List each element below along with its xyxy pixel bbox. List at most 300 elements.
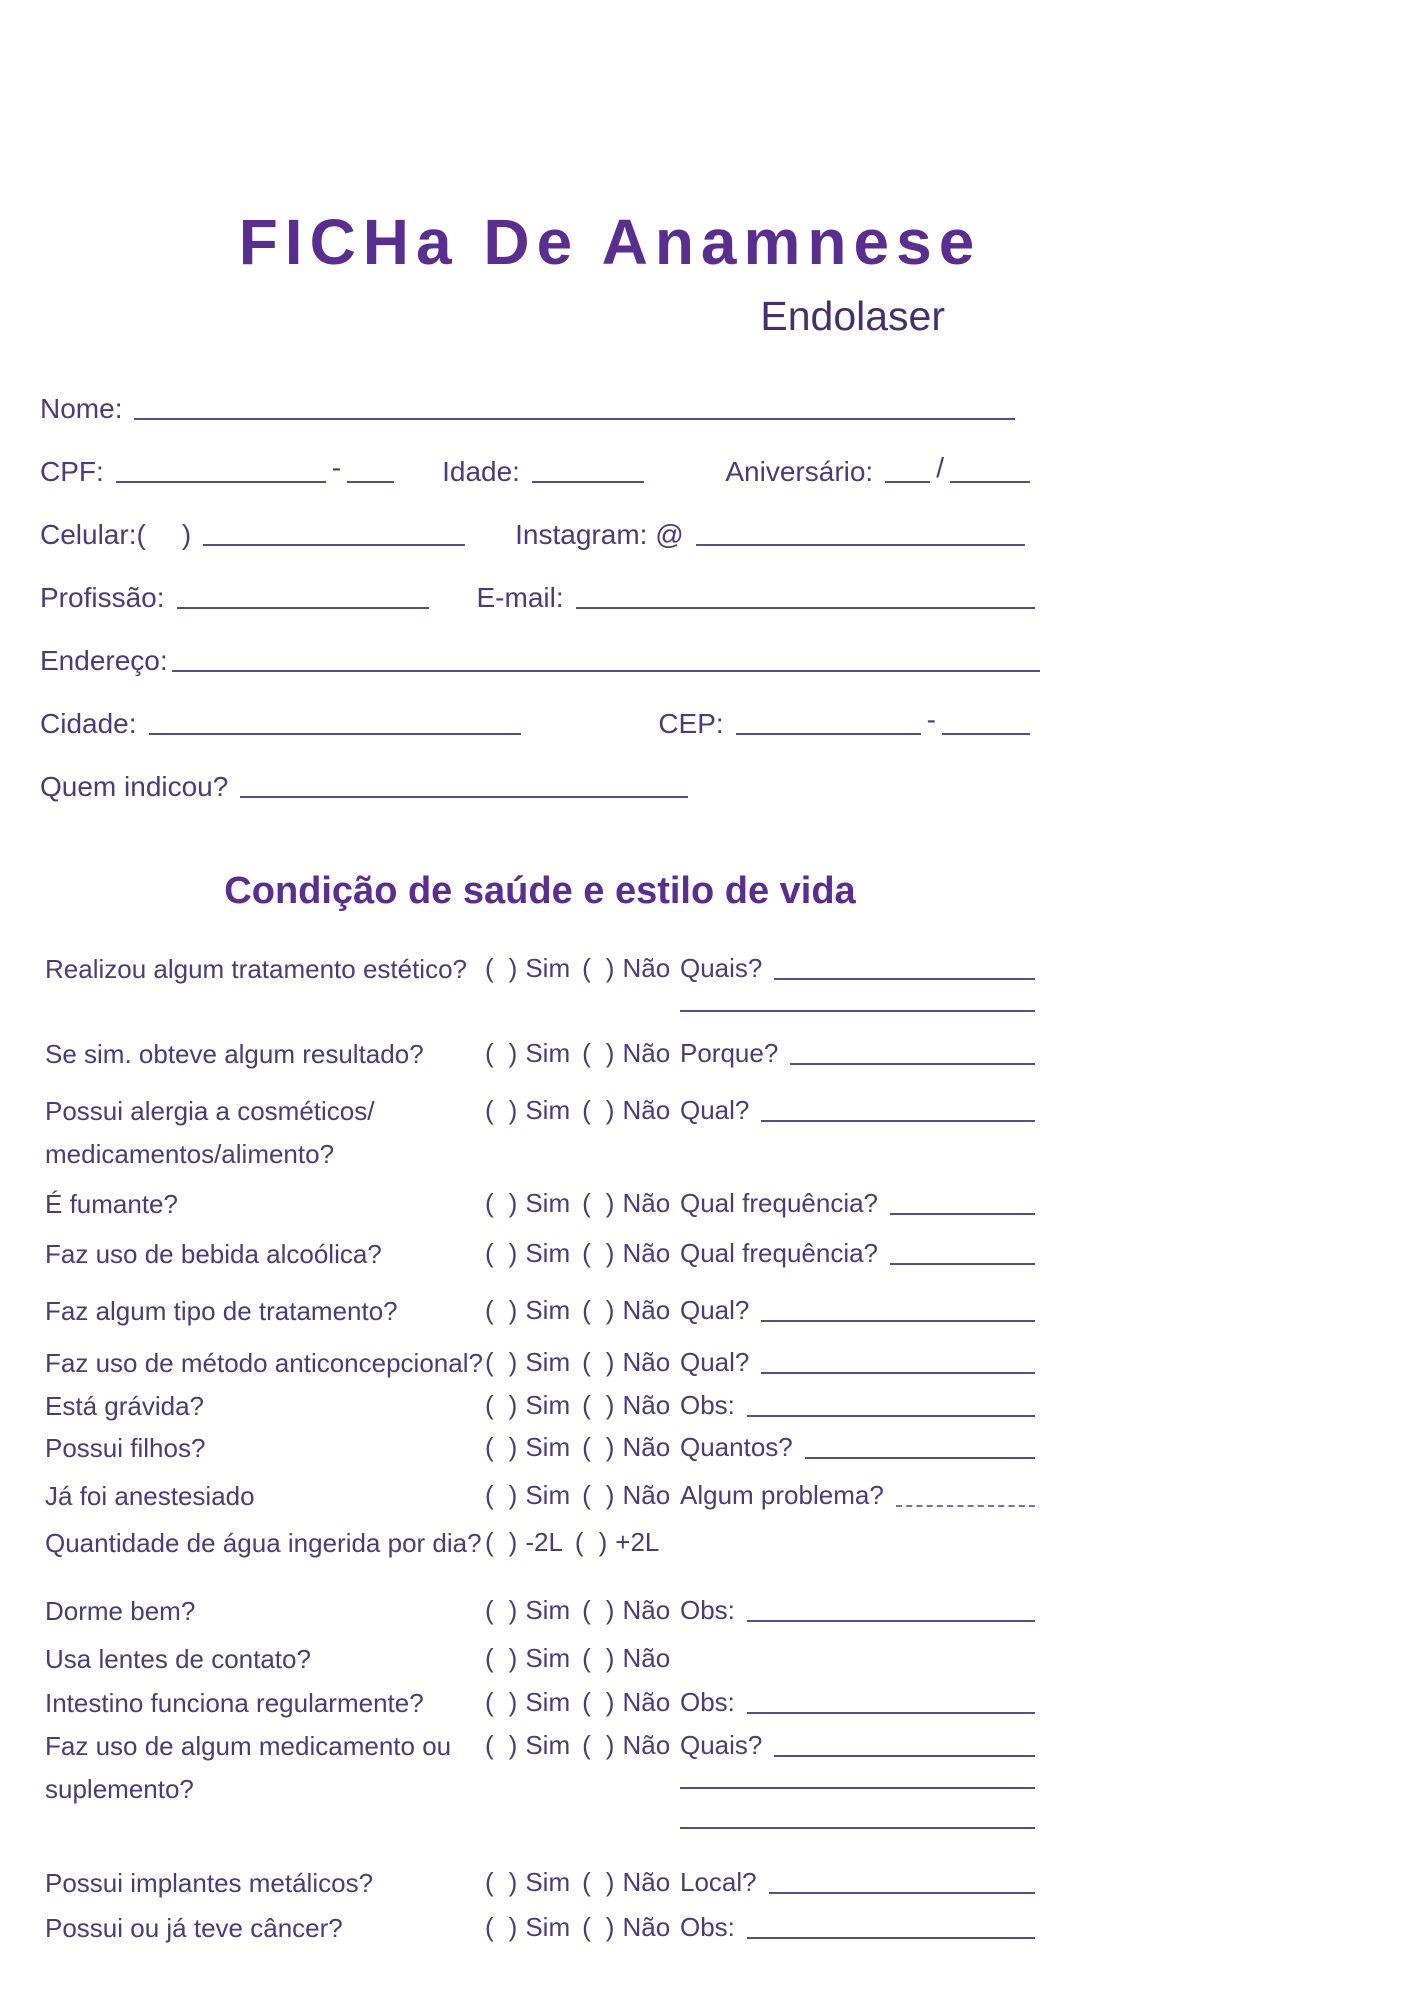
page-title: FICHa De Anamnese (238, 206, 982, 278)
checkbox-option-1[interactable] (485, 1295, 570, 1326)
endereco-label: Endereço: (40, 645, 168, 676)
paren-close: ) (605, 1038, 615, 1068)
question-label: Possui filhos? (45, 1433, 206, 1463)
followup-main (680, 1096, 1035, 1126)
checkbox-option-1[interactable] (485, 1730, 570, 1761)
checkbox-option-1[interactable] (485, 1390, 570, 1421)
email-write-line[interactable] (576, 607, 1035, 609)
checkbox-group (485, 1731, 680, 1761)
cidade-write-line[interactable] (149, 733, 521, 735)
paren-close: ) (605, 1595, 615, 1625)
checkbox-label: Sim (525, 1867, 571, 1897)
followup-label: Obs: (680, 1687, 735, 1717)
paren-close: ) (508, 1347, 518, 1377)
checkbox-label: Sim (525, 1730, 571, 1760)
nome-write-line[interactable] (134, 418, 1015, 420)
checkbox-label: Sim (525, 1595, 571, 1625)
followup-main (680, 1296, 1035, 1326)
paren-open: ( (485, 1687, 494, 1717)
checkbox-label: Não (622, 1038, 671, 1068)
checkbox-label: Não (622, 1480, 671, 1510)
followup-area (680, 954, 1035, 1012)
question-row (45, 1868, 1035, 1898)
cpf-separator: - (331, 452, 342, 483)
checkbox-option-1[interactable] (485, 1095, 570, 1126)
paren-close: ) (605, 1867, 615, 1897)
nome-label: Nome: (40, 393, 123, 424)
aniversario-month-write-line[interactable] (950, 481, 1030, 483)
followup-area (680, 1096, 1035, 1126)
question-label: Faz uso de bebida alcoólica? (45, 1239, 382, 1269)
paren-close: ) (605, 1687, 615, 1717)
followup-write-line[interactable] (896, 1505, 1035, 1507)
checkbox-option-1[interactable] (485, 1347, 570, 1378)
followup-area (680, 1433, 1035, 1463)
checkbox-group (485, 1391, 680, 1421)
followup-main (680, 1481, 1035, 1511)
checkbox-label: +2L (615, 1527, 660, 1557)
question-row (45, 1296, 1035, 1326)
followup-area (680, 1348, 1035, 1378)
question-row (45, 1433, 1035, 1463)
paren-open: ( (582, 1867, 591, 1897)
paren-close: ) (605, 953, 615, 983)
question-label: Faz uso de algum medicamento ou (45, 1731, 452, 1761)
cep-label: CEP: (658, 708, 724, 739)
question-text (45, 1348, 485, 1378)
question-label: Já foi anestesiado (45, 1481, 255, 1511)
question-label: Intestino funciona regularmente? (45, 1688, 424, 1718)
aniversario-separator: / (936, 452, 944, 483)
write-line[interactable] (680, 1010, 1035, 1012)
paren-close: ) (508, 1595, 518, 1625)
question-label: Usa lentes de contato? (45, 1644, 311, 1674)
paren-close: ) (508, 1238, 518, 1268)
paren-open: ( (485, 1595, 494, 1625)
quem-indicou-row (40, 740, 1040, 803)
checkbox-label: Sim (525, 1038, 571, 1068)
checkbox-option-2[interactable] (582, 1432, 670, 1463)
followup-write-line[interactable] (790, 1063, 1035, 1065)
checkbox-label: Sim (525, 1390, 571, 1420)
followup-label: Qual? (680, 1295, 750, 1325)
followup-write-line[interactable] (747, 1620, 1035, 1622)
checkbox-group (485, 1296, 680, 1326)
checkbox-group (485, 1528, 680, 1558)
questions-list (45, 954, 1035, 1943)
paren-close: ) (605, 1912, 615, 1942)
checkbox-option-1[interactable] (485, 1912, 570, 1943)
checkbox-label: Não (622, 1347, 671, 1377)
paren-close: ) (508, 1643, 518, 1673)
paren-open: ( (485, 1390, 494, 1420)
checkbox-label: Sim (525, 1347, 571, 1377)
question-row (45, 1348, 1035, 1378)
checkbox-group (485, 1039, 680, 1069)
paren-close: ) (508, 1527, 518, 1557)
question-row (45, 1913, 1035, 1943)
checkbox-label: Sim (525, 1238, 571, 1268)
followup-label: Quais? (680, 1730, 763, 1760)
followup-area (680, 1913, 1035, 1943)
cidade-label: Cidade: (40, 708, 137, 739)
paren-close: ) (605, 1188, 615, 1218)
checkbox-label: Não (622, 1595, 671, 1625)
paren-open: ( (582, 1038, 591, 1068)
followup-label: Quais? (680, 953, 763, 983)
question-label: Possui ou já teve câncer? (45, 1913, 343, 1943)
followup-label: Algum problema? (680, 1480, 884, 1510)
paren-close: ) (508, 1480, 518, 1510)
question-row (45, 1528, 1035, 1558)
checkbox-option-2[interactable] (582, 1188, 670, 1219)
paren-open: ( (582, 1595, 591, 1625)
checkbox-group (485, 1239, 680, 1269)
checkbox-label: Não (622, 953, 671, 983)
question-text (45, 1644, 485, 1674)
paren-close: ) (508, 1432, 518, 1462)
checkbox-option-2[interactable] (582, 1595, 670, 1626)
checkbox-option-1[interactable] (485, 1527, 563, 1558)
paren-open: ( (582, 1643, 591, 1673)
question-label: Faz uso de método anticoncepcional? (45, 1348, 483, 1378)
followup-main (680, 1433, 1035, 1463)
followup-area (680, 1296, 1035, 1326)
question-label: Possui alergia a cosméticos/ (45, 1096, 375, 1126)
followup-main (680, 1688, 1035, 1718)
checkbox-label: Sim (525, 1432, 571, 1462)
followup-main (680, 1731, 1035, 1761)
followup-write-line[interactable] (774, 978, 1035, 980)
question-row (45, 1039, 1035, 1069)
cpf-label: CPF: (40, 456, 104, 487)
followup-area (680, 1239, 1035, 1269)
followup-write-line[interactable] (769, 1892, 1035, 1894)
question-text (45, 954, 485, 984)
paren-close: ) (605, 1347, 615, 1377)
endereco-row (40, 614, 1040, 677)
checkbox-label: Sim (525, 1188, 571, 1218)
paren-open: ( (485, 1480, 494, 1510)
question-text (45, 1913, 485, 1943)
question-label: Possui implantes metálicos? (45, 1868, 374, 1898)
paren-close: ) (508, 1188, 518, 1218)
checkbox-group (485, 1868, 680, 1898)
paren-close: ) (605, 1432, 615, 1462)
paren-close: ) (605, 1238, 615, 1268)
followup-label: Obs: (680, 1390, 735, 1420)
paren-close: ) (508, 1912, 518, 1942)
checkbox-group (485, 1688, 680, 1718)
question-row (45, 1731, 1035, 1829)
followup-label: Qual frequência? (680, 1238, 879, 1268)
checkbox-option-1[interactable] (485, 1867, 570, 1898)
cep-suffix-write-line[interactable] (942, 733, 1030, 735)
checkbox-option-1[interactable] (485, 1038, 570, 1069)
followup-label: Quantos? (680, 1432, 793, 1462)
quem-indicou-write-line[interactable] (240, 796, 688, 798)
checkbox-group (485, 954, 680, 984)
checkbox-option-2[interactable] (582, 953, 670, 984)
paren-close: ) (508, 1867, 518, 1897)
followup-area (680, 1731, 1035, 1829)
nome-row (40, 362, 1040, 425)
checkbox-option-2[interactable] (582, 1867, 670, 1898)
followup-write-line[interactable] (805, 1457, 1035, 1459)
contact-section (40, 362, 1040, 803)
paren-close: ) (605, 1095, 615, 1125)
question-row (45, 1096, 1035, 1169)
instagram-write-line[interactable] (696, 544, 1025, 546)
question-label-line2: suplemento? (45, 1774, 194, 1804)
question-row (45, 1189, 1035, 1219)
checkbox-option-2[interactable] (582, 1390, 670, 1421)
paren-open: ( (582, 1238, 591, 1268)
checkbox-group (485, 1433, 680, 1463)
quem-indicou-label: Quem indicou? (40, 771, 229, 802)
checkbox-group (485, 1096, 680, 1126)
followup-area (680, 1596, 1035, 1626)
checkbox-group (485, 1596, 680, 1626)
aniversario-day-write-line[interactable] (885, 481, 930, 483)
form-header (40, 205, 1040, 340)
profissao-label: Profissão: (40, 582, 165, 613)
followup-area (680, 1481, 1035, 1511)
followup-label: Obs: (680, 1912, 735, 1942)
followup-main (680, 1913, 1035, 1943)
followup-write-line[interactable] (890, 1213, 1035, 1215)
paren-open: ( (582, 1912, 591, 1942)
checkbox-option-2[interactable] (582, 1238, 670, 1269)
paren-open: ( (582, 953, 591, 983)
checkbox-label: Não (622, 1238, 671, 1268)
question-row (45, 1481, 1035, 1511)
paren-open: ( (582, 1095, 591, 1125)
question-text (45, 1868, 485, 1898)
followup-write-line[interactable] (761, 1120, 1035, 1122)
question-label: Se sim. obteve algum resultado? (45, 1039, 424, 1069)
paren-close: ) (508, 1390, 518, 1420)
question-text (45, 1433, 485, 1463)
followup-main (680, 954, 1035, 984)
paren-open: ( (574, 1527, 584, 1557)
question-row (45, 1644, 1035, 1674)
checkbox-label: Sim (525, 1643, 571, 1673)
checkbox-option-2[interactable] (582, 1687, 670, 1718)
followup-main (680, 1348, 1035, 1378)
paren-open: ( (485, 1730, 494, 1760)
checkbox-option-2[interactable] (575, 1527, 659, 1558)
question-label: Faz algum tipo de tratamento? (45, 1296, 398, 1326)
followup-area (680, 1391, 1035, 1421)
checkbox-option-1[interactable] (485, 1238, 570, 1269)
celular-paren-close: ) (181, 519, 192, 550)
followup-main (680, 1189, 1035, 1219)
question-text (45, 1596, 485, 1626)
followup-main (680, 1596, 1035, 1626)
checkbox-label: Sim (525, 953, 571, 983)
checkbox-group (485, 1481, 680, 1511)
write-line[interactable] (680, 1827, 1035, 1829)
cep-write-line[interactable] (736, 733, 921, 735)
checkbox-option-1[interactable] (485, 1643, 570, 1674)
checkbox-label: Não (622, 1295, 671, 1325)
question-text (45, 1481, 485, 1511)
followup-write-line[interactable] (747, 1415, 1035, 1417)
paren-open: ( (485, 1912, 494, 1942)
checkbox-label: Sim (525, 1687, 571, 1717)
followup-write-line[interactable] (774, 1755, 1035, 1757)
checkbox-group (485, 1913, 680, 1943)
question-row (45, 1391, 1035, 1421)
question-text (45, 1096, 485, 1169)
paren-open: ( (582, 1295, 591, 1325)
paren-close: ) (605, 1730, 615, 1760)
instagram-label: Instagram: @ (515, 519, 684, 550)
question-row (45, 954, 1035, 1012)
followup-write-line[interactable] (747, 1712, 1035, 1714)
cep-separator: - (926, 704, 936, 735)
question-text (45, 1731, 485, 1804)
checkbox-option-1[interactable] (485, 953, 570, 984)
paren-open: ( (485, 1095, 494, 1125)
aniversario-label: Aniversário: (725, 456, 874, 487)
paren-close: ) (508, 1095, 518, 1125)
paren-open: ( (485, 1643, 494, 1673)
endereco-write-line[interactable] (172, 670, 1040, 672)
checkbox-option-1[interactable] (485, 1188, 570, 1219)
followup-area (680, 1868, 1035, 1898)
paren-close: ) (605, 1643, 615, 1673)
checkbox-label: -2L (525, 1527, 563, 1557)
checkbox-label: Não (622, 1095, 671, 1125)
profissao-write-line[interactable] (177, 607, 429, 609)
celular-label: Celular:( (40, 519, 146, 550)
paren-open: ( (485, 1527, 494, 1557)
cpf-idade-aniversario-row (40, 425, 1040, 488)
paren-open: ( (485, 1295, 494, 1325)
paren-open: ( (485, 1432, 494, 1462)
section-title: Condição de saúde e estilo de vida (224, 870, 856, 912)
checkbox-option-1[interactable] (485, 1687, 570, 1718)
paren-close: ) (598, 1527, 608, 1557)
checkbox-label: Não (622, 1687, 671, 1717)
page-subtitle: Endolaser (760, 293, 945, 339)
checkbox-option-1[interactable] (485, 1480, 570, 1511)
question-text (45, 1239, 485, 1269)
question-row (45, 1688, 1035, 1718)
checkbox-option-1[interactable] (485, 1432, 570, 1463)
checkbox-group (485, 1348, 680, 1378)
question-label: Realizou algum tratamento estético? (45, 954, 468, 984)
write-line[interactable] (680, 1787, 1035, 1789)
paren-open: ( (485, 1038, 494, 1068)
paren-open: ( (485, 1867, 494, 1897)
paren-open: ( (582, 1390, 591, 1420)
followup-label: Qual? (680, 1095, 750, 1125)
checkbox-label: Sim (525, 1095, 571, 1125)
checkbox-group (485, 1189, 680, 1219)
followup-main (680, 1039, 1035, 1069)
followup-write-line[interactable] (761, 1320, 1035, 1322)
paren-open: ( (582, 1188, 591, 1218)
question-label: Dorme bem? (45, 1596, 196, 1626)
checkbox-option-2[interactable] (582, 1038, 670, 1069)
followup-area (680, 1189, 1035, 1219)
celular-instagram-row (40, 488, 1040, 551)
idade-write-line[interactable] (532, 481, 644, 483)
question-row (45, 1596, 1035, 1626)
question-label: É fumante? (45, 1189, 178, 1219)
checkbox-option-2[interactable] (582, 1347, 670, 1378)
paren-close: ) (508, 953, 518, 983)
celular-write-line[interactable] (203, 544, 465, 546)
question-text (45, 1528, 485, 1558)
paren-close: ) (605, 1390, 615, 1420)
followup-main (680, 1868, 1035, 1898)
checkbox-label: Sim (525, 1295, 571, 1325)
question-text (45, 1296, 485, 1326)
paren-open: ( (582, 1730, 591, 1760)
question-text (45, 1189, 485, 1219)
followup-main (680, 1239, 1035, 1269)
paren-close: ) (605, 1480, 615, 1510)
checkbox-label: Não (622, 1432, 671, 1462)
followup-write-line[interactable] (890, 1263, 1035, 1265)
checkbox-label: Não (622, 1188, 671, 1218)
checkbox-label: Sim (525, 1912, 571, 1942)
checkbox-label: Não (622, 1390, 671, 1420)
checkbox-label: Não (622, 1912, 671, 1942)
paren-open: ( (582, 1480, 591, 1510)
checkbox-label: Não (622, 1643, 671, 1673)
checkbox-label: Sim (525, 1480, 571, 1510)
followup-write-line[interactable] (761, 1372, 1035, 1374)
cpf-digit-write-line[interactable] (347, 481, 394, 483)
question-label: Quantidade de água ingerida por dia? (45, 1528, 482, 1558)
question-text (45, 1391, 485, 1421)
question-text (45, 1688, 485, 1718)
followup-write-line[interactable] (747, 1937, 1035, 1939)
checkbox-option-2[interactable] (582, 1643, 670, 1674)
question-label: Está grávida? (45, 1391, 204, 1421)
checkbox-option-2[interactable] (582, 1480, 670, 1511)
question-row (45, 1239, 1035, 1269)
checkbox-option-2[interactable] (582, 1730, 670, 1761)
question-label-line2: medicamentos/alimento? (45, 1139, 335, 1169)
paren-close: ) (605, 1295, 615, 1325)
checkbox-group (485, 1644, 680, 1674)
paren-open: ( (485, 1238, 494, 1268)
paren-close: ) (508, 1295, 518, 1325)
checkbox-option-2[interactable] (582, 1912, 670, 1943)
paren-open: ( (485, 953, 494, 983)
email-label: E-mail: (476, 582, 564, 613)
idade-label: Idade: (442, 456, 520, 487)
paren-close: ) (508, 1038, 518, 1068)
paren-open: ( (582, 1347, 591, 1377)
cpf-write-line[interactable] (116, 481, 326, 483)
checkbox-option-1[interactable] (485, 1595, 570, 1626)
paren-open: ( (582, 1687, 591, 1717)
paren-open: ( (485, 1347, 494, 1377)
checkbox-option-2[interactable] (582, 1295, 670, 1326)
paren-open: ( (582, 1432, 591, 1462)
followup-label: Qual frequência? (680, 1188, 879, 1218)
followup-label: Local? (680, 1867, 757, 1897)
followup-main (680, 1391, 1035, 1421)
checkbox-option-2[interactable] (582, 1095, 670, 1126)
